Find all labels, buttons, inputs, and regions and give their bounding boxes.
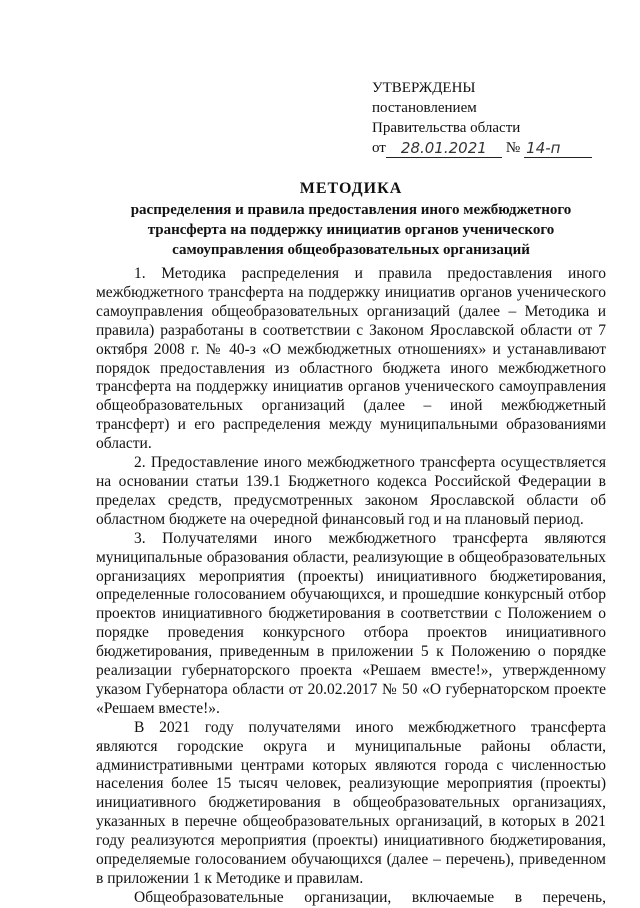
approval-resolution: постановлением: [372, 100, 477, 116]
approval-authority: Правительства области: [372, 120, 521, 136]
handwritten-number: 14-п: [524, 140, 592, 158]
handwritten-date: 28.01.2021: [386, 140, 502, 158]
paragraph-2: 2. Предоставление иного межбюджетного трансферта осуществляется на основании статьи 139.1 Бюджетного кодекса Российской Федерации в пределах средств, предусмотренных законом Ярославской области об областном бюджете на очередной финансовый год и на плановый период.: [96, 454, 606, 528]
document-body: [96, 265, 606, 908]
approval-date-line: [372, 138, 622, 158]
number-sign: №: [505, 140, 521, 156]
paragraph-4: В 2021 году получателями иного межбюджетного трансферта являются городские округа и муниципальные районы области, административными центрами которых являются города с численностью населения более 15 тысяч человек, реализующие мероприятия (проекты) инициативного бюджетирования в общеобразовательных организациях, указанных в перечне общеобразовательных организаций, в которых в 2021 году реализуются мероприятия (проекты) инициативного бюджетирования, определяемые голосованием обучающихся (далее – перечень), приведенном в приложении 1 к Методике и правилам.: [96, 718, 606, 887]
title-subtitle: распределения и правила предоставления иного межбюджетного трансферта на поддержку инициатив органов ученического самоуправления общеобразовательных организаций: [130, 202, 572, 258]
approval-stamp: [372, 78, 622, 158]
document-title: [96, 178, 606, 260]
paragraph-3: 3. Получателями иного межбюджетного трансферта являются муниципальные образования области, реализующие в общеобразовательных организациях мероприятия (проекты) инициативного бюджетирования, определенные голосованием обучающихся, и прошедшие конкурсный отбор проектов инициативного бюджетирования в соответствии с Положением о порядке проведения конкурсного отбора проектов инициативного бюджетирования, приведенным в приложении 5 к Положению о порядке реализации губернаторского проекта «Решаем вместе!», утвержденному указом Губернатора области от 20.02.2017 № 50 «О губернаторском проекте «Решаем вместе!».: [96, 529, 606, 717]
paragraph-5: Общеобразовательные организации, включаемые в перечень,: [134, 888, 606, 906]
date-prefix: от: [372, 140, 386, 156]
title-heading: МЕТОДИКА: [299, 180, 403, 197]
approval-heading: УТВЕРЖДЕНЫ: [372, 80, 476, 96]
paragraph-1: 1. Методика распределения и правила предоставления иного межбюджетного трансферта на поддержку инициатив органов ученического самоуправления общеобразовательных организаций (далее – Методика и правила) разработаны в соответствии с Законом Ярославской области от 7 октября 2008 г. № 40-з «О межбюджетных отношениях» и устанавливают порядок предоставления из областного бюджета иного межбюджетного трансферта на поддержку инициатив органов ученического самоуправления общеобразовательных организаций (далее – иной межбюджетный трансферт) и его распределения между муниципальными образованиями области.: [96, 265, 606, 453]
